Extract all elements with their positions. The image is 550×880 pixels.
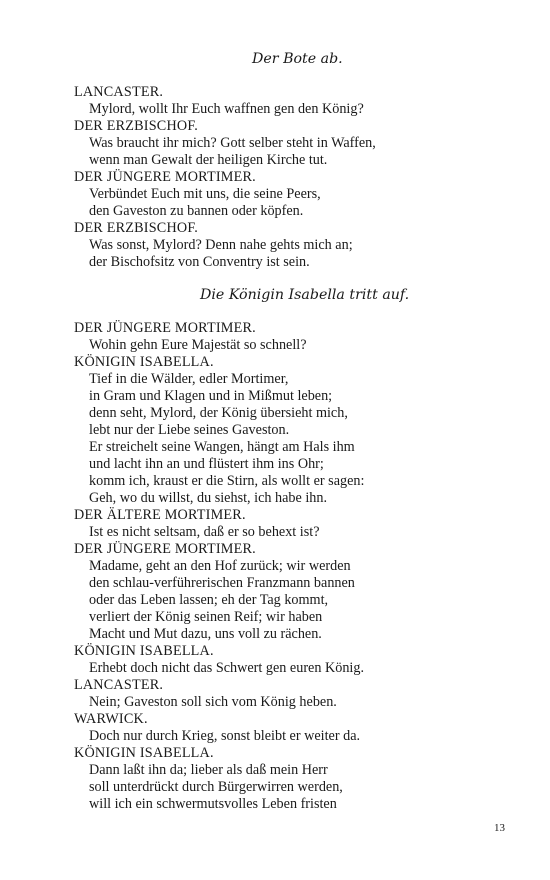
speaker-name: DER ERZBISCHOF. <box>74 118 199 134</box>
speaker-name: LANCASTER. <box>74 84 164 100</box>
speaker-name: DER ÄLTERE MORTIMER. <box>74 507 246 523</box>
verse-line: Wohin gehn Eure Majestät so schnell? <box>89 337 307 353</box>
speaker-name: KÖNIGIN ISABELLA. <box>74 745 214 761</box>
verse-line: Was braucht ihr mich? Gott selber steht in Waffen, <box>89 135 376 151</box>
speaker-name: KÖNIGIN ISABELLA. <box>74 643 214 659</box>
speaker-name: DER JÜNGERE MORTIMER. <box>74 320 256 336</box>
speaker-name: DER JÜNGERE MORTIMER. <box>74 169 256 185</box>
speaker-name: KÖNIGIN ISABELLA. <box>74 354 214 370</box>
stage-direction: Der Bote ab. <box>252 51 343 67</box>
verse-line: und lacht ihn an und flüstert ihm ins Ohr; <box>89 456 324 472</box>
verse-line: der Bischofsitz von Conventry ist sein. <box>89 254 310 270</box>
page-number: 13 <box>494 822 505 834</box>
verse-line: in Gram und Klagen und in Mißmut leben; <box>89 388 333 404</box>
verse-line: will ich ein schwermutsvolles Leben fristen <box>89 796 337 812</box>
verse-line: Erhebt doch nicht das Schwert gen euren König. <box>89 660 365 676</box>
verse-line: Dann laßt ihn da; lieber als daß mein Herr <box>89 762 328 778</box>
verse-line: Geh, wo du willst, du siehst, ich habe ihn. <box>89 490 328 506</box>
verse-line: verliert der König seinen Reif; wir haben <box>89 609 323 625</box>
speaker-name: LANCASTER. <box>74 677 164 693</box>
speaker-name: DER ERZBISCHOF. <box>74 220 199 236</box>
verse-line: Verbündet Euch mit uns, die seine Peers, <box>89 186 321 202</box>
verse-line: Ist es nicht seltsam, daß er so behext ist? <box>89 524 320 540</box>
dialogue-block <box>74 84 376 271</box>
verse-line: soll unterdrückt durch Bürgerwirren werden, <box>89 779 343 795</box>
verse-line: Was sonst, Mylord? Denn nahe gehts mich an; <box>89 237 353 253</box>
dialogue-block <box>74 320 364 813</box>
verse-line: oder das Leben lassen; eh der Tag kommt, <box>89 592 329 608</box>
verse-line: denn seht, Mylord, der König übersieht mich, <box>89 405 348 421</box>
verse-line: den Gaveston zu bannen oder köpfen. <box>89 203 304 219</box>
verse-line: Macht und Mut dazu, uns voll zu rächen. <box>89 626 322 642</box>
verse-line: Nein; Gaveston soll sich vom König heben. <box>89 694 337 710</box>
verse-line: Er streichelt seine Wangen, hängt am Hals ihm <box>89 439 355 455</box>
verse-line: Madame, geht an den Hof zurück; wir werden <box>89 558 351 574</box>
speaker-name: WARWICK. <box>74 711 148 727</box>
verse-line: Doch nur durch Krieg, sonst bleibt er weiter da. <box>89 728 361 744</box>
verse-line: den schlau-verführerischen Franzmann bannen <box>89 575 355 591</box>
verse-line: wenn man Gewalt der heiligen Kirche tut. <box>89 152 328 168</box>
verse-line: lebt nur der Liebe seines Gaveston. <box>89 422 290 438</box>
stage-direction: Die Königin Isabella tritt auf. <box>200 287 410 303</box>
verse-line: komm ich, kraust er die Stirn, als wollt er sagen: <box>89 473 365 489</box>
verse-line: Tief in die Wälder, edler Mortimer, <box>89 371 289 387</box>
speaker-name: DER JÜNGERE MORTIMER. <box>74 541 256 557</box>
verse-line: Mylord, wollt Ihr Euch waffnen gen den König? <box>89 101 364 117</box>
